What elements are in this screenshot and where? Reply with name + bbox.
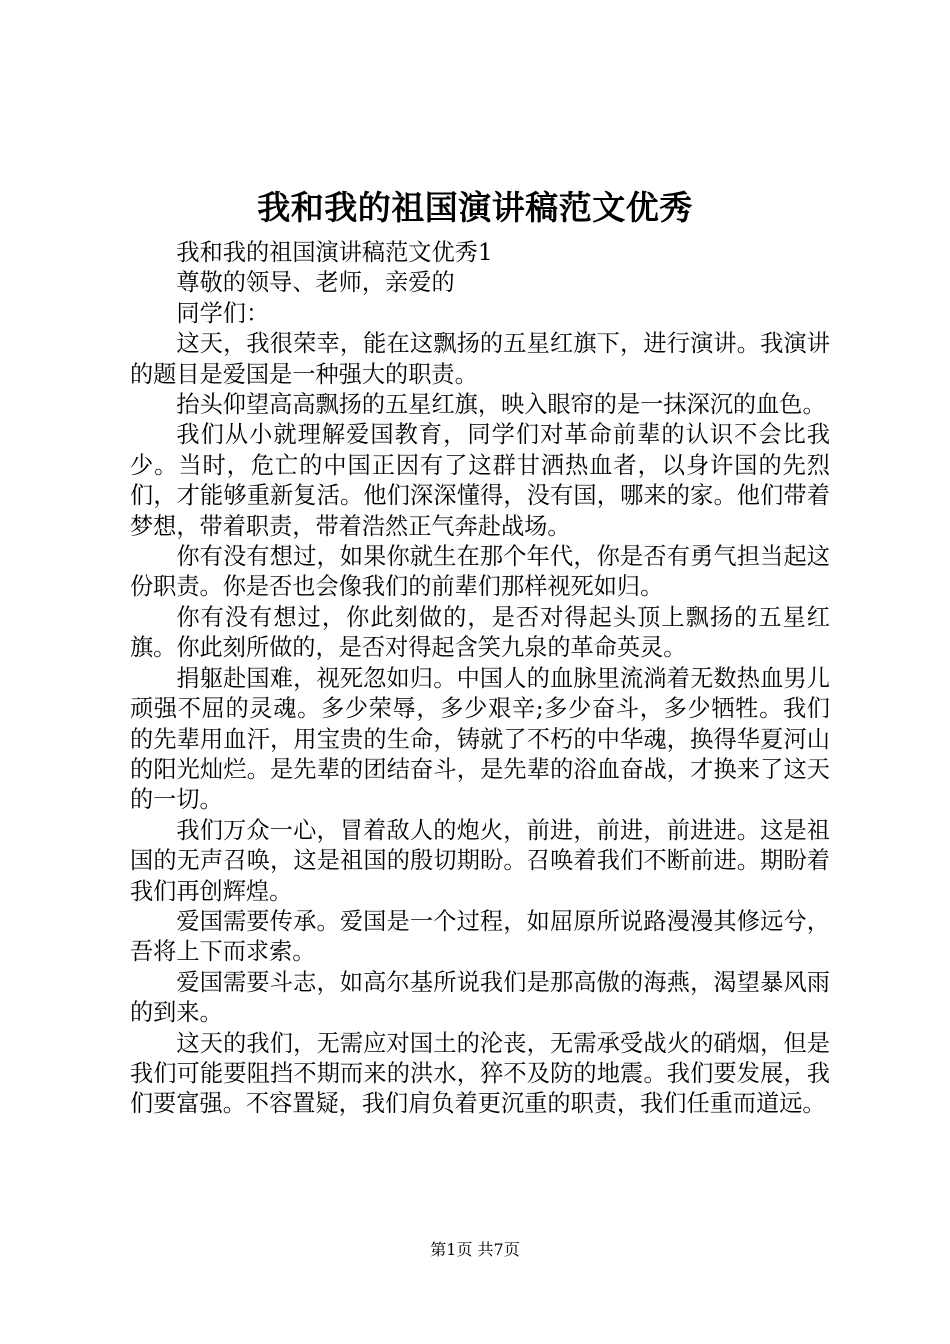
paragraph: 同学们： (176, 299, 270, 327)
paragraph: 我们万众一心，冒着敌人的炮火，前进，前进，前进进。这是祖国的无声召唤，这是祖国的殷切期盼。召唤着我们不断前进。期盼着我们再创辉煌。 (130, 816, 830, 905)
paragraph: 尊敬的领导、老师，亲爱的 (176, 269, 455, 297)
page-number-footer: 第1页 共7页 (430, 1240, 520, 1259)
paragraph: 你有没有想过，如果你就生在那个年代，你是否有勇气担当起这份职责。你是否也会像我们的前辈们那样视死如归。 (130, 543, 830, 601)
paragraph: 捐躯赴国难，视死忽如归。中国人的血脉里流淌着无数热血男儿顽强不屈的灵魂。多少荣辱，多少艰辛;多少奋斗，多少牺牲。我们的先辈用血汗，用宝贵的生命，铸就了不朽的中华魂，换得华夏河山的阳光灿烂。是先辈的团结奋斗，是先辈的浴血奋战，才换来了这天的一切。 (130, 664, 830, 814)
paragraph: 爱国需要传承。爱国是一个过程，如屈原所说路漫漫其修远兮，吾将上下而求索。 (130, 907, 830, 966)
paragraph: 爱国需要斗志，如高尔基所说我们是那高傲的海燕，渴望暴风雨的到来。 (130, 968, 830, 1027)
document-title: 我和我的祖国演讲稿范文优秀 (257, 188, 693, 227)
document-body (130, 238, 830, 1120)
paragraph: 你有没有想过，你此刻做的，是否对得起头顶上飘扬的五星红旗。你此刻所做的，是否对得起含笑九泉的革命英灵。 (130, 603, 830, 662)
paragraph: 我和我的祖国演讲稿范文优秀1 (176, 239, 493, 266)
paragraph: 这天的我们，无需应对国土的沦丧，无需承受战火的硝烟，但是我们可能要阻挡不期而来的洪水，猝不及防的地震。我们要发展，我们要富强。不容置疑，我们肩负着更沉重的职责，我们任重而道远。 (130, 1029, 830, 1118)
paragraph: 抬头仰望高高飘扬的五星红旗，映入眼帘的是一抹深沉的血色。 (176, 391, 826, 419)
paragraph: 这天，我很荣幸，能在这飘扬的五星红旗下，进行演讲。我演讲的题目是爱国是一种强大的职责。 (130, 330, 830, 388)
paragraph: 我们从小就理解爱国教育，同学们对革命前辈的认识不会比我少。当时，危亡的中国正因有了这群甘洒热血者，以身许国的先烈们，才能够重新复活。他们深深懂得，没有国，哪来的家。他们带着梦想，带着职责，带着浩然正气奔赴战场。 (130, 421, 830, 540)
